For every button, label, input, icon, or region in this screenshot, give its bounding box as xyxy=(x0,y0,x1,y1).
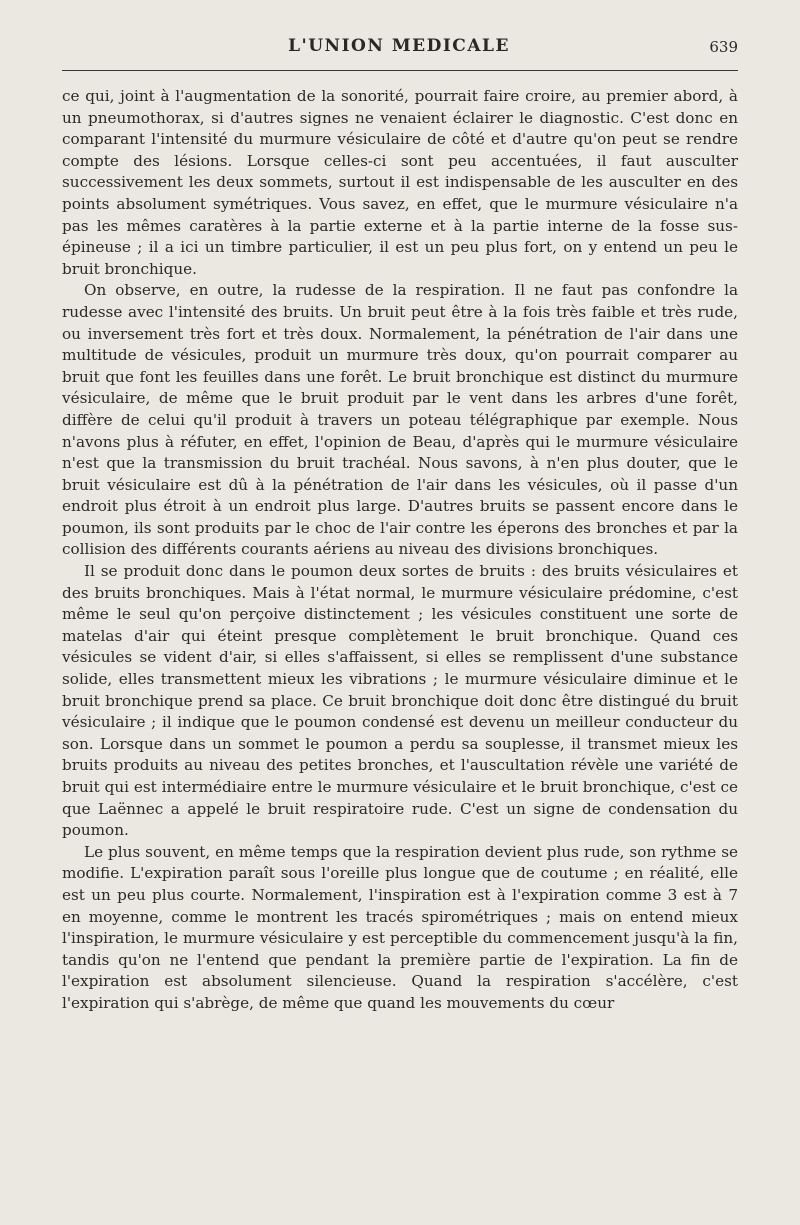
header-rule xyxy=(62,70,738,71)
paragraph: Le plus souvent, en même temps que la respiration devient plus rude, son rythme se modifie. L'expiration paraît sous l'oreille plus longue que de coutume ; en réalité, elle est un peu plus courte. Normalement, l'inspiration est à l'expiration comme 3 est à 7 en moyenne, comme le montrent les tracés spirométriques ; mais on entend mieux l'inspiration, le murmure vésiculaire y est perceptible du commencement jusqu'à la fin, tandis qu'on ne l'entend que pendant la première partie de l'expiration. La fin de l'expiration est absolument silencieuse. Quand la respiration s'accélère, c'est l'expiration qui s'abrège, de même que quand les mouvements du cœur xyxy=(62,842,738,1012)
paragraph: On observe, en outre, la rudesse de la respiration. Il ne faut pas confondre la rudesse avec l'intensité des bruits. Un bruit peut être à la fois très faible et très rude, ou inversement très fort et très doux. Normalement, la pénétration de l'air dans une multitude de vésicules, produit un murmure très doux, qu'on pourrait comparer au bruit que font les feuilles dans une forêt. Le bruit bronchique est distinct du murmure vésiculaire, de même que le bruit produit par le vent dans les arbres d'une forêt, diffère de celui qu'il produit à travers un poteau télégraphique par exemple. Nous n'avons plus à réfuter, en effet, l'opinion de Beau, d'après qui le murmure vésiculaire n'est que la transmission du bruit trachéal. Nous savons, à n'en plus douter, que le bruit vésiculaire est dû à la pénétration de l'air dans les vésicules, où il passe d'un endroit plus étroit à un endroit plus large. D'autres bruits se passent encore dans le poumon, ils sont produits par le choc de l'air contre les éperons des bronches et par la collision des différents courants aériens au niveau des divisions bronchiques. xyxy=(62,281,738,559)
article-body xyxy=(62,86,738,1015)
paragraph: Il se produit donc dans le poumon deux sortes de bruits : des bruits vésiculaires et des bruits bronchiques. Mais à l'état normal, le murmure vésiculaire prédomine, c'est même le seul qu'on perçoive distinctement ; les vésicules constituent une sorte de matelas d'air qui éteint presque complètement le bruit bronchique. Quand ces vésicules se vident d'air, si elles s'affaissent, si elles se remplissent d'une substance solide, elles transmettent mieux les vibrations ; le murmure vésiculaire diminue et le bruit bronchique prend sa place. Ce bruit bronchique doit donc être distingué du bruit vésiculaire ; il indique que le poumon condensé est devenu un meilleur conducteur du son. Lorsque dans un sommet le poumon a perdu sa souplesse, il transmet mieux les bruits produits au niveau des petites bronches, et l'auscultation révèle une variété de bruit qui est intermédiaire entre le murmure vésiculaire et le bruit bronchique, c'est ce que Laënnec a appelé le bruit respiratoire rude. C'est un signe de condensation du poumon. xyxy=(62,562,738,840)
journal-title: L'UNION MEDICALE xyxy=(288,36,510,56)
page-header xyxy=(60,28,738,64)
page-number: 639 xyxy=(709,38,738,56)
paragraph: ce qui, joint à l'augmentation de la sonorité, pourrait faire croire, au premier abord, à un pneumothorax, si d'autres signes ne venaient éclairer le diagnostic. C'est donc en comparant l'intensité du murmure vésiculaire de côté et d'autre qu'on peut se rendre compte des lésions. Lorsque celles-ci sont peu accentuées, il faut ausculter successivement les deux sommets, surtout il est indispensable de les ausculter en des points absolument symétriques. Vous savez, en effet, que le murmure vésiculaire n'a pas les mêmes caratères à la partie externe et à la partie interne de la fosse sus-épineuse ; il a ici un timbre particulier, il est un peu plus fort, on y entend un peu le bruit bronchique. xyxy=(62,87,738,278)
